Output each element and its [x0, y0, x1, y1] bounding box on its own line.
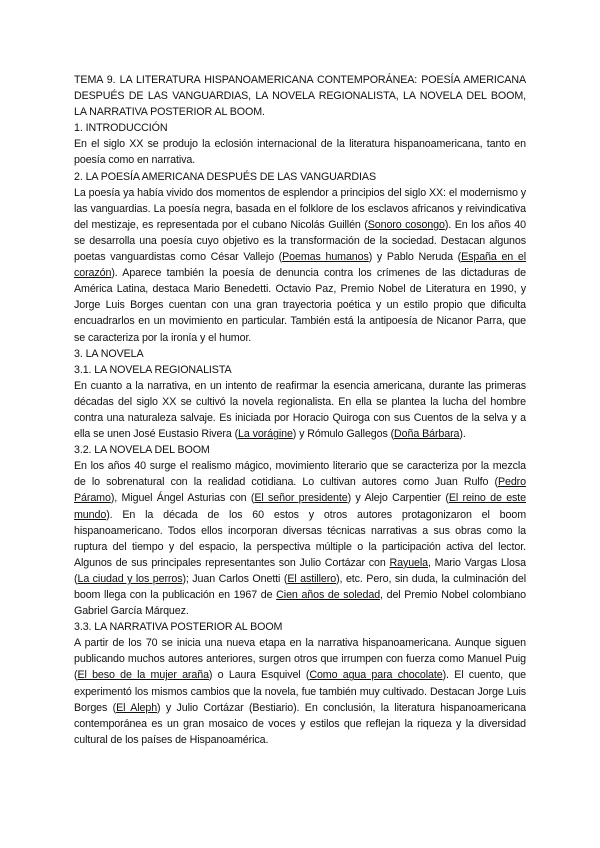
paragraph-poesia [74, 185, 526, 346]
paragraph-introduccion: En el siglo XX se produjo la eclosión internacional de la literatura hispanoamericana, tanto en poesía como en narrativa. [74, 138, 526, 167]
text-span: ). [459, 428, 466, 441]
work-title-poemas-humanos: Poemas humanos [282, 251, 369, 264]
section-heading-poesia: 2. LA POESÍA AMERICANA DESPUÉS DE LAS VANGUARDIAS [74, 170, 376, 183]
document-page [74, 72, 526, 748]
text-span: , del Premio Nobel colombiano Gabriel García Márquez. [74, 589, 526, 618]
text-span: La poesía ya había vivido dos momentos de esplendor a principios del siglo XX: el modernismo y las vanguardias. La poesía negra, basada en el folklore de los esclavos africanos y reivindicativa del mestizaje, es representada por el cubano Nicolás Guillén ( [74, 186, 526, 231]
text-span: ). Aparece también la poesía de denuncia contra los crímenes de las dictaduras de América Latina, destaca Mario Benedetti. Octavio Paz, Premio Nobel de Literatura en 1990, y Jorge Luis Borges cuentan con una gran trayectoria poética y un estilo propio que dificulta encuadrarlos en un movimiento en particular. También está la antipoesía de Nicanor Parra, que se caracteriza por la ironía y el humor. [74, 267, 526, 344]
text-span: ), etc. Pero, sin duda, la culminación del boom llega con la publicación en 1967 de [74, 572, 526, 601]
paragraph-regionalista [74, 378, 526, 442]
work-title-el-senor-presidente: El señor presidente [254, 492, 348, 505]
work-title-sonoro-cosongo: Sonoro cosongo [367, 218, 445, 231]
text-span: ); Juan Carlos Onetti ( [182, 572, 288, 585]
subsection-heading-posterior: 3.3. LA NARRATIVA POSTERIOR AL BOOM [74, 621, 283, 634]
text-span: En los años 40 surge el realismo mágico, movimiento literario que se caracteriza por la mezcla de lo sobrenatural con la realidad cotidiana. Lo cultivan autores como Juan Rulfo ( [74, 460, 526, 489]
text-span: ) o Laura Esquivel ( [208, 669, 310, 682]
work-title-el-astillero: El astillero [287, 572, 337, 585]
subsection-heading-regionalista: 3.1. LA NOVELA REGIONALISTA [74, 363, 232, 376]
work-title-dona-barbara: Doña Bárbara [394, 428, 460, 441]
work-title-el-aleph: El Aleph [116, 701, 158, 714]
subsection-heading-boom: 3.2. LA NOVELA DEL BOOM [74, 444, 210, 457]
work-title-rayuela: Rayuela [389, 556, 428, 569]
work-title-la-voragine: La vorágine [238, 428, 293, 441]
document-title: TEMA 9. LA LITERATURA HISPANOAMERICANA CONTEMPORÁNEA: POESÍA AMERICANA DESPUÉS DE LAS VANGUARDIAS, LA NOVELA REGIONALISTA, LA NOVELA DEL BOOM, LA NARRATIVA POSTERIOR AL BOOM. [74, 74, 526, 119]
text-span: ). El cuento, que experimentó los mismos cambios que la novela, fue también muy cultivado. Destacan Jorge Luis Borges ( [74, 669, 526, 714]
section-heading-introduccion: 1. INTRODUCCIÓN [74, 122, 168, 135]
text-span: ) y Pablo Neruda ( [368, 251, 462, 264]
text-span: , Mario Vargas Llosa ( [74, 556, 526, 585]
work-title-como-agua-para-chocolate: Como agua para chocolate [309, 669, 443, 682]
paragraph-posterior [74, 635, 526, 748]
text-span: ). En la década de los 60 estos y otros autores protagonizaron el boom hispanoamericano. Todos ellos incorporan diversas técnicas narrativas a sus obras como la ruptura del tiempo y del espacio, la perspectiva múltiple o la participación activa del lector. Algunos de sus principales representantes son Julio Cortázar con [74, 508, 526, 569]
work-title-el-beso-de-la-mujer-arana: El beso de la mujer araña [77, 669, 209, 682]
text-span: ) y Alejo Carpentier ( [347, 492, 449, 505]
text-span: ). En los años 40 se desarrolla una poesía cuyo objetivo es la transformación de la sociedad. Destacan algunos poetas vanguardistas como César Vallejo ( [74, 218, 526, 264]
work-title-cien-anos-de-soledad: Cien años de soledad [276, 589, 381, 601]
work-title-la-ciudad-y-los-perros: La ciudad y los perros [77, 572, 183, 585]
text-span: ) y Rómulo Gallegos ( [292, 428, 395, 441]
text-span: ), Miguel Ángel Asturias con ( [110, 492, 255, 505]
section-heading-novela: 3. LA NOVELA [74, 347, 144, 360]
work-title-el-reino-de-este-mundo: El reino de este mundo [74, 492, 527, 521]
text-span: A partir de los 70 se inicia una nueva etapa en la narrativa hispanoamericana. Aunque siguen publicando muchos autores anteriores, surgen otros que irrumpen con fuerza como Manuel Puig ( [74, 637, 526, 682]
paragraph-boom [74, 458, 526, 619]
text-span: ) y Julio Cortázar (Bestiario). En conclusión, la literatura hispanoamericana contemporánea es un gran mosaico de voces y estilos que reflejan la riqueza y la diversidad cultural de los países de Hispanoamérica. [74, 701, 526, 746]
text-span: En cuanto a la narrativa, en un intento de reafirmar la esencia americana, durante las primeras décadas del siglo XX se cultivó la novela regionalista. En ella se plantea la lucha del hombre contra una naturaleza salvaje. Es iniciada por Horacio Quiroga con sus Cuentos de la selva y a ella se unen José Eustasio Rivera ( [74, 379, 526, 441]
work-title-pedro-paramo: Pedro Páramo [74, 476, 526, 505]
work-title-espana-en-el-corazon: España en el corazón [74, 251, 526, 280]
